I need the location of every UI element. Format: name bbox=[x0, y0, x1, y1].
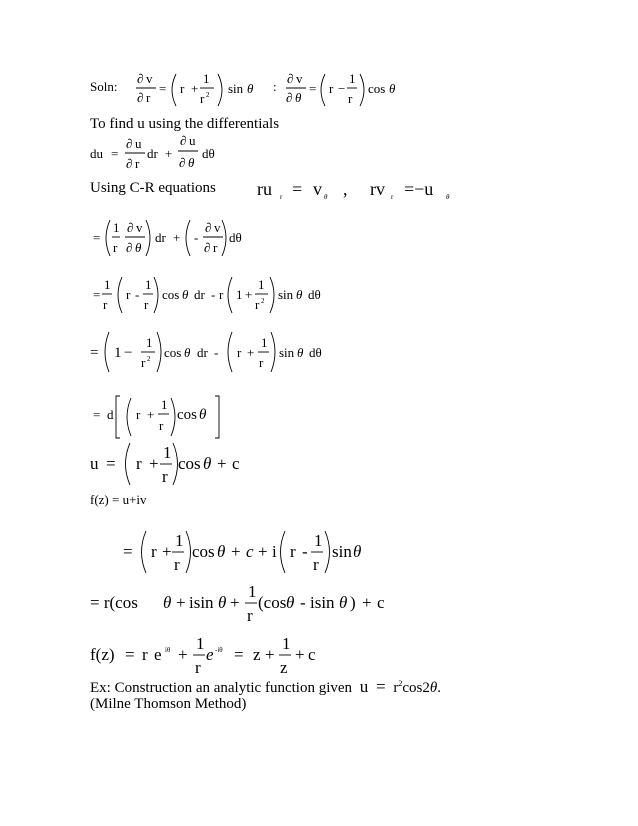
plus-sign: + bbox=[149, 454, 159, 473]
partial-symbol: ∂ bbox=[126, 240, 133, 255]
cos2-term: cos2 bbox=[402, 680, 430, 696]
open-cos: (cos bbox=[258, 593, 287, 612]
equals-sign: = bbox=[90, 345, 99, 361]
u-term: u bbox=[90, 454, 99, 473]
subscript-r: r bbox=[391, 193, 394, 201]
numerator-one: 1 bbox=[349, 71, 356, 86]
numerator-v: v bbox=[136, 220, 143, 235]
theta-symbol: θ bbox=[339, 593, 348, 612]
imaginary-i: i bbox=[272, 542, 277, 561]
theta-symbol: θ bbox=[247, 81, 254, 96]
exponential-e: e bbox=[154, 645, 162, 664]
fz-term: f(z) bbox=[90, 645, 115, 664]
minus-sign: - bbox=[211, 287, 216, 302]
sin-function: sin bbox=[279, 345, 295, 360]
theta-symbol: θ bbox=[182, 287, 189, 302]
plus-sign: + bbox=[162, 542, 172, 561]
term-r: r bbox=[237, 345, 242, 360]
equals-sign: = bbox=[106, 454, 116, 473]
equals-sign: = bbox=[292, 179, 303, 199]
term-r: r bbox=[329, 81, 334, 96]
numerator-one: 1 bbox=[261, 335, 268, 350]
partial-symbol: ∂ bbox=[137, 71, 144, 86]
minus-sign: − bbox=[124, 345, 133, 361]
denominator-r: r bbox=[195, 658, 201, 677]
exponent-neg: -iθ bbox=[215, 646, 223, 654]
denominator-z: z bbox=[280, 658, 288, 677]
exponential-e: e bbox=[206, 645, 214, 664]
plus-sign: + bbox=[247, 345, 255, 360]
subscript-r: r bbox=[280, 193, 283, 201]
plus-sign: + bbox=[165, 146, 173, 161]
ru-term: ru bbox=[257, 179, 272, 199]
exponent-pos: iθ bbox=[165, 646, 171, 654]
constant-one: 1 bbox=[114, 345, 122, 361]
partial-symbol: ∂ bbox=[127, 220, 134, 235]
period: . bbox=[437, 680, 441, 696]
term-r: r bbox=[219, 287, 224, 302]
plus-sign: + bbox=[230, 593, 240, 612]
du-term: du bbox=[90, 146, 103, 161]
theta-symbol: θ bbox=[296, 287, 303, 302]
u-term: u bbox=[359, 677, 369, 696]
constant-one: 1 bbox=[236, 287, 243, 302]
dtheta-term: dθ bbox=[229, 230, 242, 245]
denominator-r: r bbox=[255, 297, 260, 312]
plus-sign: + bbox=[258, 542, 268, 561]
term-r: r bbox=[151, 542, 157, 561]
term-r: r bbox=[290, 542, 296, 561]
constant-c: c bbox=[232, 454, 240, 473]
dtheta-term: dθ bbox=[308, 287, 321, 302]
dash-sign: - bbox=[214, 345, 219, 360]
fz-definition: f(z) = u+iv bbox=[90, 492, 147, 507]
denominator-r: r bbox=[113, 240, 118, 255]
equals-sign: = bbox=[125, 645, 135, 664]
equals-sign: = bbox=[111, 146, 119, 161]
plus-sign: + bbox=[173, 230, 181, 245]
constant-c: c bbox=[246, 542, 254, 561]
isin-term: isin bbox=[310, 593, 335, 612]
numerator-one: 1 bbox=[258, 277, 265, 292]
denominator-r: r bbox=[174, 555, 180, 574]
numerator-one: 1 bbox=[248, 582, 257, 601]
plus-sign: + bbox=[362, 593, 372, 612]
theta-symbol: θ bbox=[353, 542, 362, 561]
partial-symbol: ∂ bbox=[286, 90, 293, 105]
example-text: Ex: Construction an analytic function given bbox=[90, 680, 353, 696]
partial-symbol: ∂ bbox=[205, 220, 212, 235]
plus-sign: + bbox=[176, 593, 186, 612]
partial-symbol: ∂ bbox=[180, 133, 187, 148]
denominator-r: r bbox=[162, 467, 168, 486]
denominator-r: r bbox=[144, 297, 149, 312]
denominator-r: r bbox=[200, 91, 205, 106]
cr-heading: Using C-R equations bbox=[90, 180, 216, 196]
numerator-one: 1 bbox=[145, 277, 152, 292]
theta-symbol: θ bbox=[217, 542, 226, 561]
exponent-two: 2 bbox=[398, 679, 403, 688]
z-term: z bbox=[253, 645, 261, 664]
equals-sign: = bbox=[159, 81, 167, 96]
equals-sign: = bbox=[93, 230, 101, 245]
cos-function: cos bbox=[192, 542, 215, 561]
denominator-r: r bbox=[159, 418, 164, 433]
numerator-one: 1 bbox=[203, 71, 210, 86]
sin-function: sin bbox=[332, 542, 352, 561]
partial-symbol: ∂ bbox=[126, 156, 133, 171]
denominator-r: r bbox=[259, 355, 264, 370]
numerator-one: 1 bbox=[113, 220, 120, 235]
numerator-u: u bbox=[135, 136, 142, 151]
term-r: r bbox=[180, 81, 185, 96]
denominator-r: r bbox=[135, 156, 140, 171]
dtheta-term: dθ bbox=[202, 146, 215, 161]
numerator-one: 1 bbox=[282, 634, 291, 653]
find-u-heading: To find u using the differentials bbox=[90, 116, 280, 132]
partial-symbol: ∂ bbox=[287, 71, 294, 86]
equals-sign: = bbox=[376, 677, 386, 696]
plus-sign: + bbox=[191, 81, 199, 96]
denominator-r: r bbox=[146, 90, 151, 105]
comma: , bbox=[343, 179, 348, 199]
term-r: r bbox=[136, 454, 142, 473]
plus-sign: + bbox=[295, 645, 305, 664]
example-line bbox=[90, 677, 441, 697]
numerator-one: 1 bbox=[196, 634, 205, 653]
isin-term: isin bbox=[189, 593, 214, 612]
close-paren: ) bbox=[350, 593, 356, 612]
theta-symbol: θ bbox=[218, 593, 227, 612]
denominator-theta: θ bbox=[295, 90, 302, 105]
minus-sign: - bbox=[302, 542, 308, 561]
partial-symbol: ∂ bbox=[179, 155, 186, 170]
exponent-two: 2 bbox=[147, 355, 151, 363]
dr-term: dr bbox=[147, 146, 158, 161]
cos-function: cos bbox=[177, 407, 197, 423]
denominator-r: r bbox=[348, 91, 353, 106]
term-r: r bbox=[142, 645, 148, 664]
numerator-v: v bbox=[296, 71, 303, 86]
plus-sign: + bbox=[147, 407, 155, 422]
subscript-theta: θ bbox=[324, 193, 328, 201]
theta-symbol: θ bbox=[184, 345, 191, 360]
minus-sign: - bbox=[194, 230, 199, 245]
theta-symbol: θ bbox=[286, 593, 295, 612]
sin-function: sin bbox=[228, 81, 244, 96]
term-r: r bbox=[393, 680, 399, 696]
equals-sign: = bbox=[93, 407, 101, 422]
plus-sign: + bbox=[217, 454, 227, 473]
theta-symbol: θ bbox=[199, 407, 207, 423]
numerator-one: 1 bbox=[161, 397, 168, 412]
numerator-one: 1 bbox=[104, 277, 111, 292]
dr-term: dr bbox=[155, 230, 166, 245]
numerator-one: 1 bbox=[163, 443, 172, 462]
denominator-r: r bbox=[313, 555, 319, 574]
neg-u-term: =−u bbox=[404, 179, 434, 199]
cos-function: cos bbox=[178, 454, 201, 473]
denominator-theta: θ bbox=[135, 240, 142, 255]
numerator-one: 1 bbox=[314, 531, 323, 550]
theta-symbol: θ bbox=[429, 680, 438, 696]
partial-symbol: ∂ bbox=[126, 136, 133, 151]
plus-sign: + bbox=[231, 542, 241, 561]
plus-sign: + bbox=[265, 645, 275, 664]
plus-sign: + bbox=[245, 287, 253, 302]
theta-symbol: θ bbox=[297, 345, 304, 360]
rv-term: rv bbox=[370, 179, 385, 199]
v-term: v bbox=[313, 179, 322, 199]
soln-label: Soln: bbox=[90, 79, 118, 94]
cos-function: cos bbox=[162, 287, 180, 302]
constant-c: c bbox=[308, 645, 316, 664]
exponent-two: 2 bbox=[206, 91, 210, 99]
theta-symbol: θ bbox=[203, 454, 212, 473]
term-r: r bbox=[136, 407, 141, 422]
equals-sign: = bbox=[309, 81, 317, 96]
theta-symbol: θ bbox=[163, 593, 172, 612]
theta-symbol: θ bbox=[389, 81, 396, 96]
differential-d: d bbox=[107, 407, 114, 422]
denominator-theta: θ bbox=[188, 155, 195, 170]
minus-sign: - bbox=[300, 593, 306, 612]
numerator-v: v bbox=[146, 71, 153, 86]
equals-sign: = bbox=[234, 645, 244, 664]
dr-term: dr bbox=[197, 345, 208, 360]
dtheta-term: dθ bbox=[309, 345, 322, 360]
separator-colon: : bbox=[273, 79, 277, 94]
equals-sign: = bbox=[93, 287, 101, 302]
denominator-r: r bbox=[141, 355, 146, 370]
denominator-r: r bbox=[213, 240, 218, 255]
equals-sign: = bbox=[123, 542, 133, 561]
minus-sign: − bbox=[338, 81, 346, 96]
dr-term: dr bbox=[194, 287, 205, 302]
subscript-theta: θ bbox=[446, 193, 450, 201]
numerator-one: 1 bbox=[146, 335, 153, 350]
method-note: (Milne Thomson Method) bbox=[90, 696, 247, 712]
numerator-one: 1 bbox=[175, 531, 184, 550]
denominator-r: r bbox=[247, 606, 253, 625]
cos-function: cos bbox=[368, 81, 386, 96]
cos-function: cos bbox=[164, 345, 182, 360]
partial-symbol: ∂ bbox=[137, 90, 144, 105]
sin-function: sin bbox=[278, 287, 294, 302]
exponent-two: 2 bbox=[261, 297, 265, 305]
partial-symbol: ∂ bbox=[204, 240, 211, 255]
expansion-lead: = r(cos bbox=[90, 593, 138, 612]
numerator-u: u bbox=[189, 133, 196, 148]
constant-c: c bbox=[377, 593, 385, 612]
plus-sign: + bbox=[178, 645, 188, 664]
denominator-r: r bbox=[103, 297, 108, 312]
minus-sign: - bbox=[135, 287, 140, 302]
term-r: r bbox=[126, 287, 131, 302]
numerator-v: v bbox=[214, 220, 221, 235]
